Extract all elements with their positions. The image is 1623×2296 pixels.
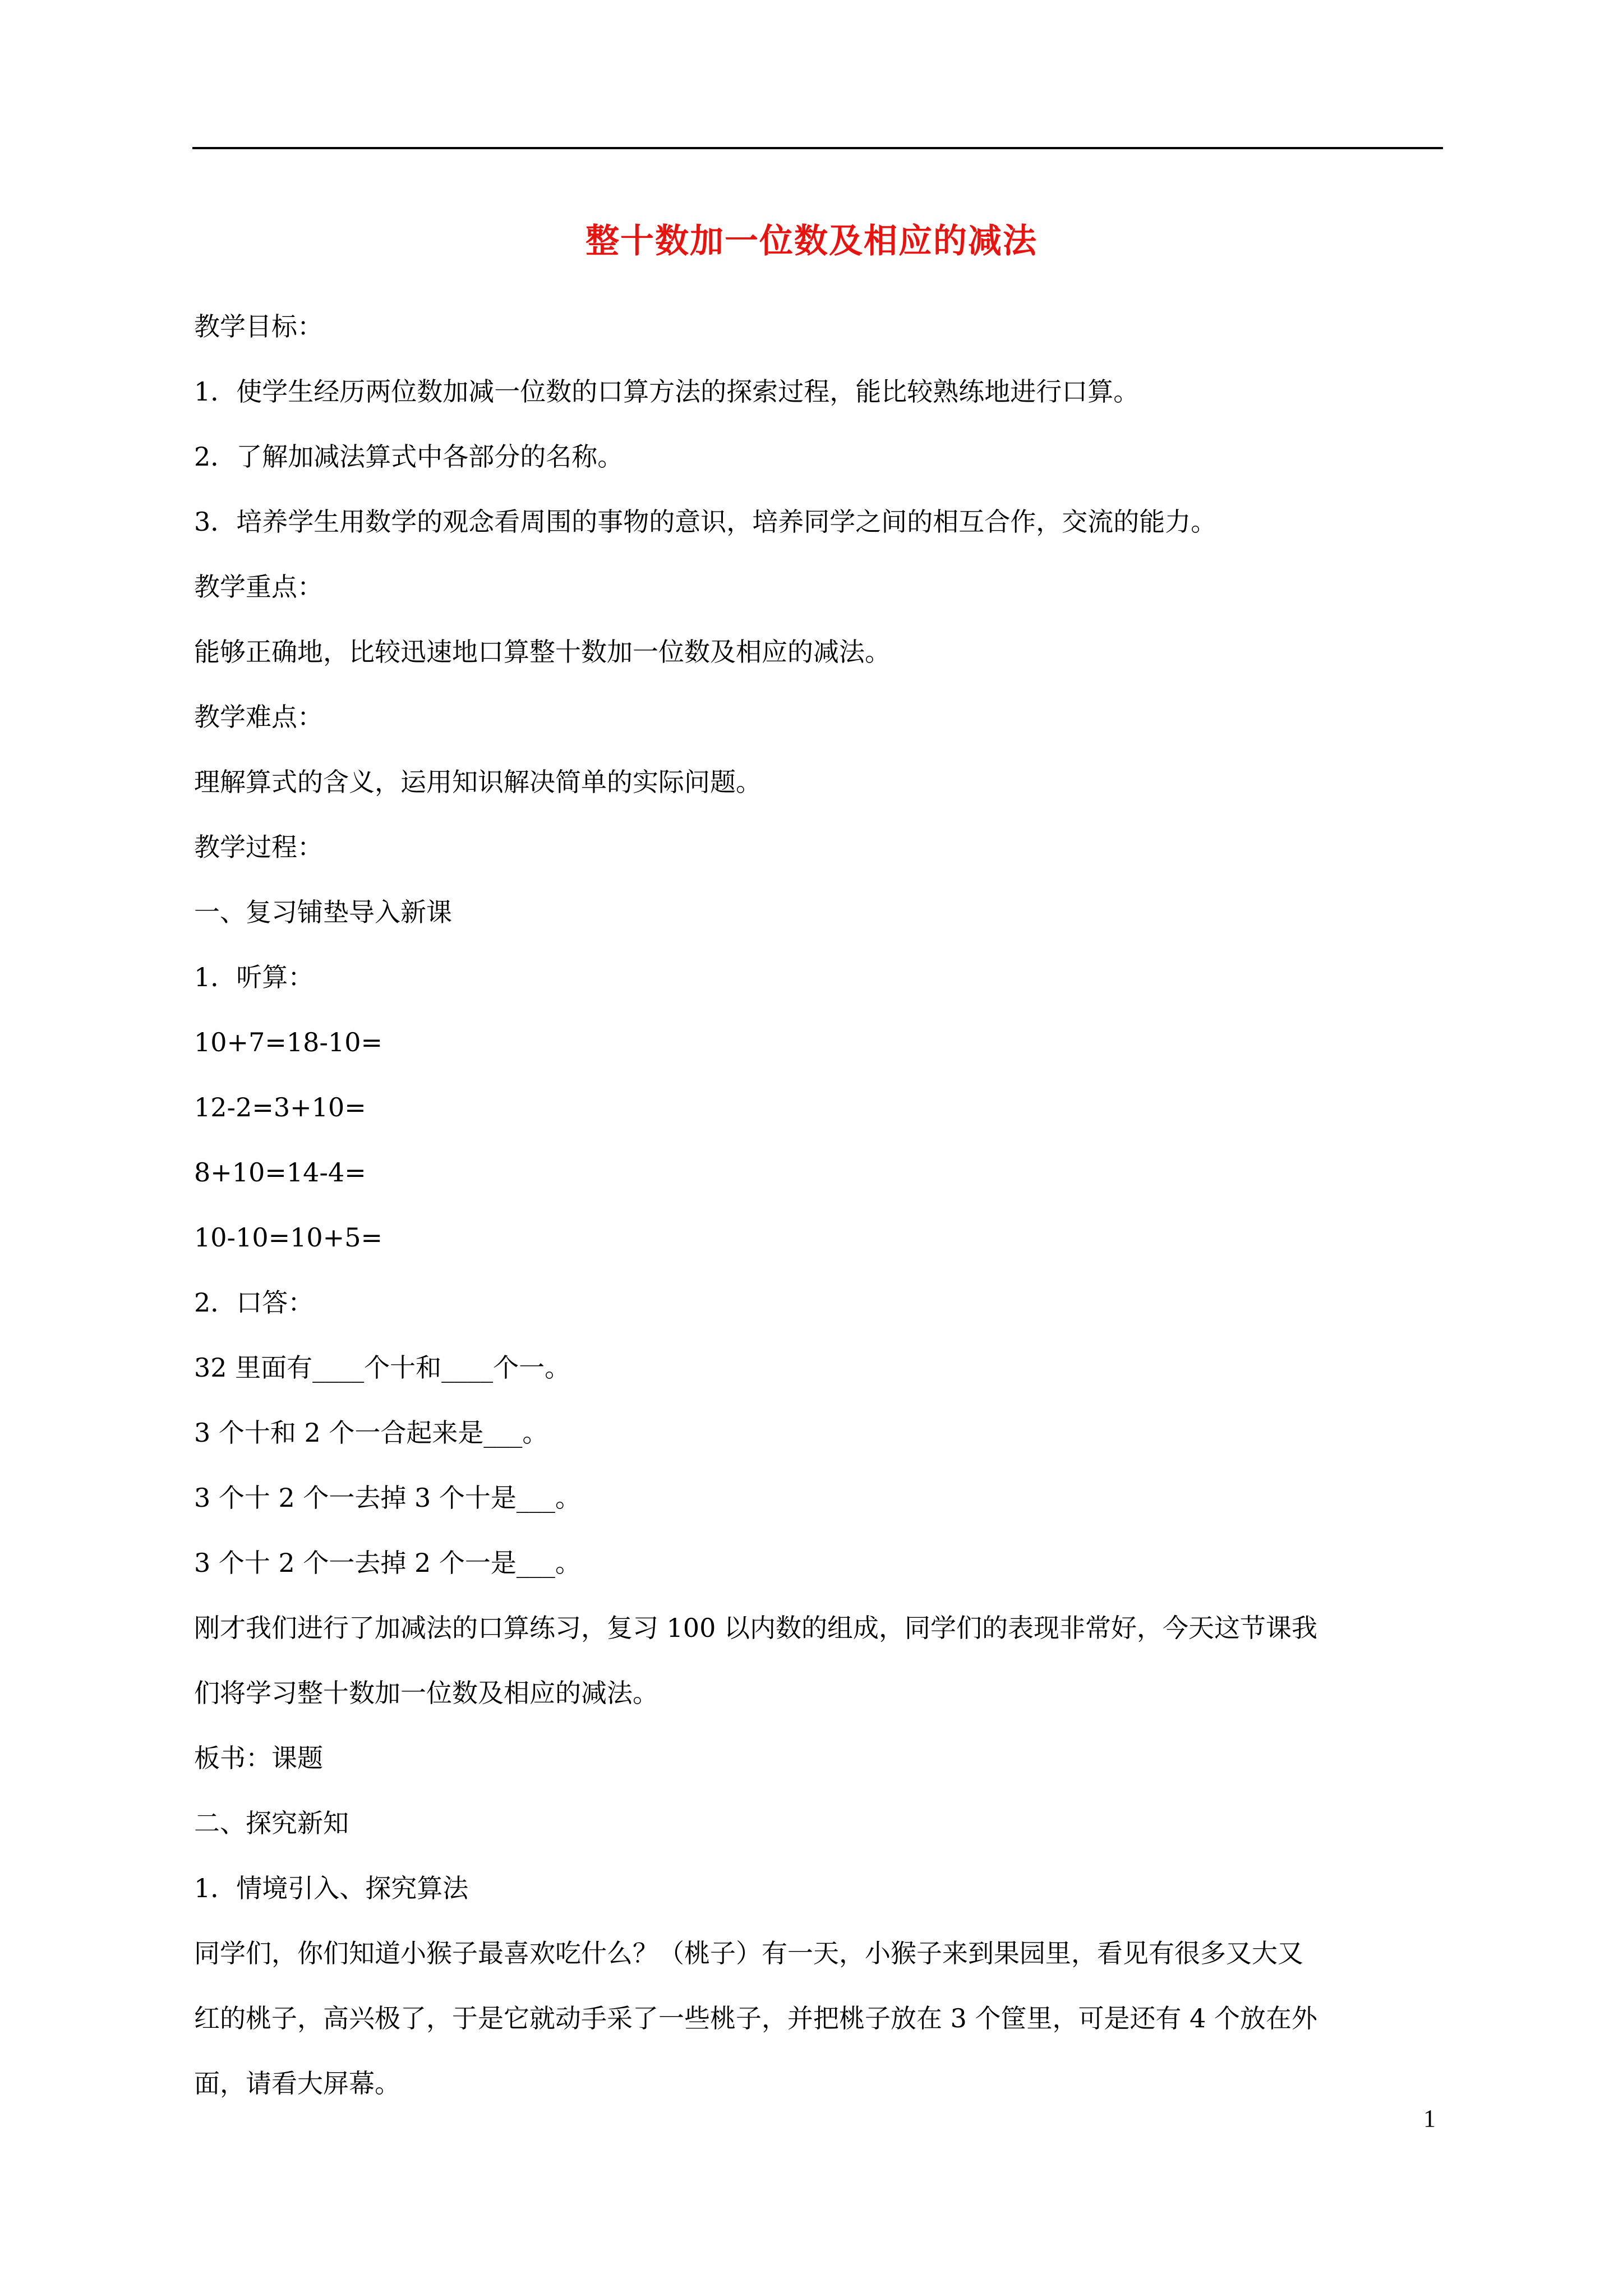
equation-line-3: 8+10=14-4= <box>194 1157 366 1188</box>
heading-teaching-process: 教学过程： <box>194 832 323 862</box>
section-explore-heading: 二、探究新知 <box>194 1808 349 1838</box>
equation-line-4: 10-10=10+5= <box>194 1222 383 1253</box>
heading-difficulties: 教学难点： <box>194 702 323 732</box>
section-review-heading: 一、复习铺垫导入新课 <box>194 897 452 927</box>
oral-question-4: 3 个十 2 个一去掉 2 个一是___。 <box>194 1548 581 1578</box>
paragraph-review-summary-line-1: 刚才我们进行了加减法的口算练习，复习 100 以内数的组成，同学们的表现非常好，今天这节课我 <box>194 1613 1318 1643</box>
paragraph-scenario-line-2: 红的桃子，高兴极了，于是它就动手采了一些桃子，并把桃子放在 3 个筐里，可是还有 4 个放在外 <box>194 2003 1318 2033</box>
page-number: 1 <box>1423 2105 1436 2132</box>
equation-line-2: 12-2=3+10= <box>194 1092 366 1122</box>
scenario-heading: 1．情境引入、探究算法 <box>194 1873 469 1903</box>
document-title: 整十数加一位数及相应的减法 <box>585 222 1038 261</box>
difficulties-text: 理解算式的含义，运用知识解决简单的实际问题。 <box>194 767 762 797</box>
heading-teaching-goals: 教学目标： <box>194 311 323 342</box>
heading-key-points: 教学重点： <box>194 572 323 602</box>
listening-calc-heading: 1．听算： <box>194 962 314 992</box>
paragraph-scenario-line-1: 同学们，你们知道小猴子最喜欢吃什么？（桃子）有一天，小猴子来到果园里，看见有很多又大又 <box>194 1938 1303 1968</box>
paragraph-review-summary-line-2: 们将学习整十数加一位数及相应的减法。 <box>194 1678 658 1708</box>
paragraph-scenario-line-3: 面，请看大屏幕。 <box>194 2068 400 2099</box>
oral-answer-heading: 2．口答： <box>194 1287 314 1318</box>
key-points-text: 能够正确地，比较迅速地口算整十数加一位数及相应的减法。 <box>194 637 891 667</box>
document-body <box>194 294 1445 2116</box>
goal-item-3: 3．培养学生用数学的观念看周围的事物的意识，培养同学之间的相互合作，交流的能力。 <box>194 507 1217 537</box>
equation-line-1: 10+7=18-10= <box>194 1027 383 1057</box>
goal-item-1: 1．使学生经历两位数加减一位数的口算方法的探索过程，能比较熟练地进行口算。 <box>194 376 1140 407</box>
oral-question-1: 32 里面有____个十和____个一。 <box>194 1352 571 1383</box>
header-rule <box>192 147 1443 149</box>
oral-question-2: 3 个十和 2 个一合起来是___。 <box>194 1418 548 1448</box>
goal-item-2: 2．了解加减法算式中各部分的名称。 <box>194 441 624 472</box>
oral-question-3: 3 个十 2 个一去掉 3 个十是___。 <box>194 1483 581 1513</box>
blackboard-title-line: 板书：课题 <box>194 1743 323 1773</box>
